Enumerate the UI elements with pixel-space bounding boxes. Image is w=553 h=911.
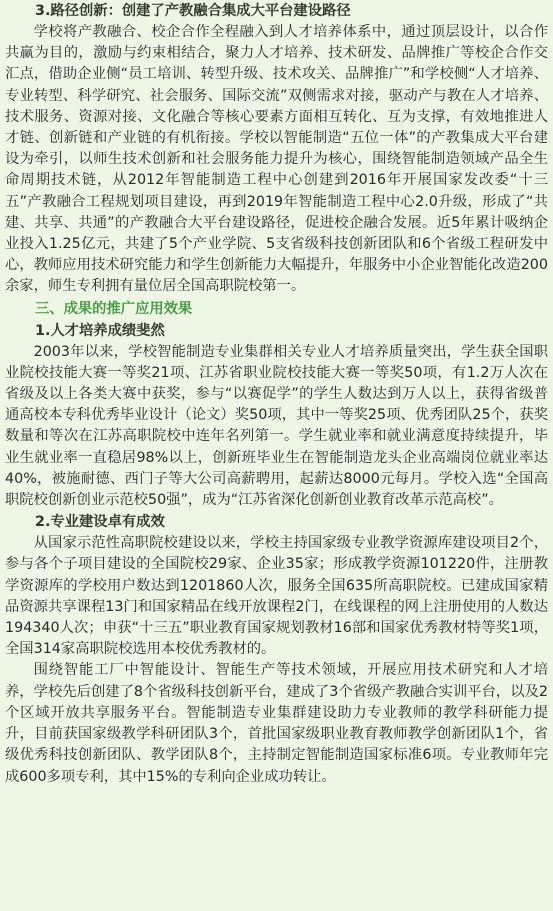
section-heading-talent: 1.人才培养成绩斐然: [35, 322, 165, 339]
section-heading-path-innovation: 3.路径创新：创建了产教融合集成大平台建设路径: [35, 3, 351, 19]
paragraph-path-innovation: 学校将产教融合、校企合作全程融入到人才培养体系中，通过顶层设计，以合作共赢为目的，激励与约束相结合，聚力人才培养、技术研发、品牌推广等校企合作交汇点，借助企业侧“员工培训、转型升级、技术攻关、品牌推广”和学校侧“人才培养、专业转型、科学研究、社会服务、国际交流”双侧需求对接，驱动产与教在人才培养、技术服务、资源对接、文化融合等核心要素方面相互转化、互为支撑，有效地推进人才链、创新链和产业链的有机衔接。学校以智能制造“五位一体”的产教集成大平台建设为牵引，以师生技术创新和社会服务能力提升为核心，围绕智能制造领域产品全生命周期技术链，从2012年智能制造工程中心创建到2016年开展国家发改委“十三五”产教融合工程规划项目建设，再到2019年智能制造工程中心2.0升级，形成了“共建、共享、共通”的产教融合大平台建设路径，促进校企融合发展。近5年累计吸纳企业投入1.25亿元，共建了5个产业学院、5支省级科技创新团队和6个省级工程研发中心，教师应用技术研究能力和学生创新能力大幅提升，年服务中小企业智能化改造200余家，师生专利拥有量位居全国高职院校第一。: [5, 24, 548, 295]
paragraph-specialty-2: 围绕智能工厂中智能设计、智能生产等技术领域，开展应用技术研究和人才培养，学校先后创建了8个省级科技创新平台，建成了3个省级产教融合实训平台，以及2个区域开放共享服务平台。智能制造专业集群建设助力专业教师的教学科研能力提升，目前获国家级教学科研团队3个，首批国家级职业教育教师教学创新团队1个，省级优秀科技创新团队、教学团队8个，主持制定智能制造国家标准6项。专业教师年完成600多项专利，其中15%的专利向企业成功转让。: [5, 662, 548, 785]
section-heading-specialty: 2.专业建设卓有成效: [35, 514, 165, 531]
paragraph-talent: 2003年以来，学校智能制造专业集群相关专业人才培养质量突出，学生获全国职业院校技能大赛一等奖21项、江苏省职业院校技能大赛一等奖50项，有1.2万人次在省级及以上各类大赛中获奖，参与“以赛促学”的学生人数达到万人以上，获得省级普通高校本专科优秀毕业设计（论文）奖50项，其中一等奖25项、优秀团队25个，获奖数量和等次在江苏高职院校中连年名列第一。学生就业率和就业满意度持续提升，毕业生就业率一直稳居98%以上，创新班毕业生在智能制造龙头企业高端岗位就业率达40%，被施耐德、西门子等大公司高薪聘用，起薪达8000元每月。学校入选“全国高职院校创新创业示范校50强”，成为“江苏省深化创新创业教育改革示范高校”。: [5, 343, 548, 509]
paragraph-specialty-1: 从国家示范性高职院校建设以来，学校主持国家级专业教学资源库建设项目2个，参与各个子项目建设的全国院校29家、企业35家；形成教学资源101220件，注册教学资源库的学校用户数达到1201860人次，服务全国635所高职院校。已建成国家精品资源共享课程13门和国家精品在线开放课程2门，在线课程的网上注册使用的人数达194340人次；申获“十三五”职业教育国家规划教材16部和国家优秀教材特等奖1项，全国314家高职院校选用本校优秀教材的。: [5, 535, 548, 658]
section-heading-results: 三、成果的推广应用效果: [35, 300, 193, 317]
